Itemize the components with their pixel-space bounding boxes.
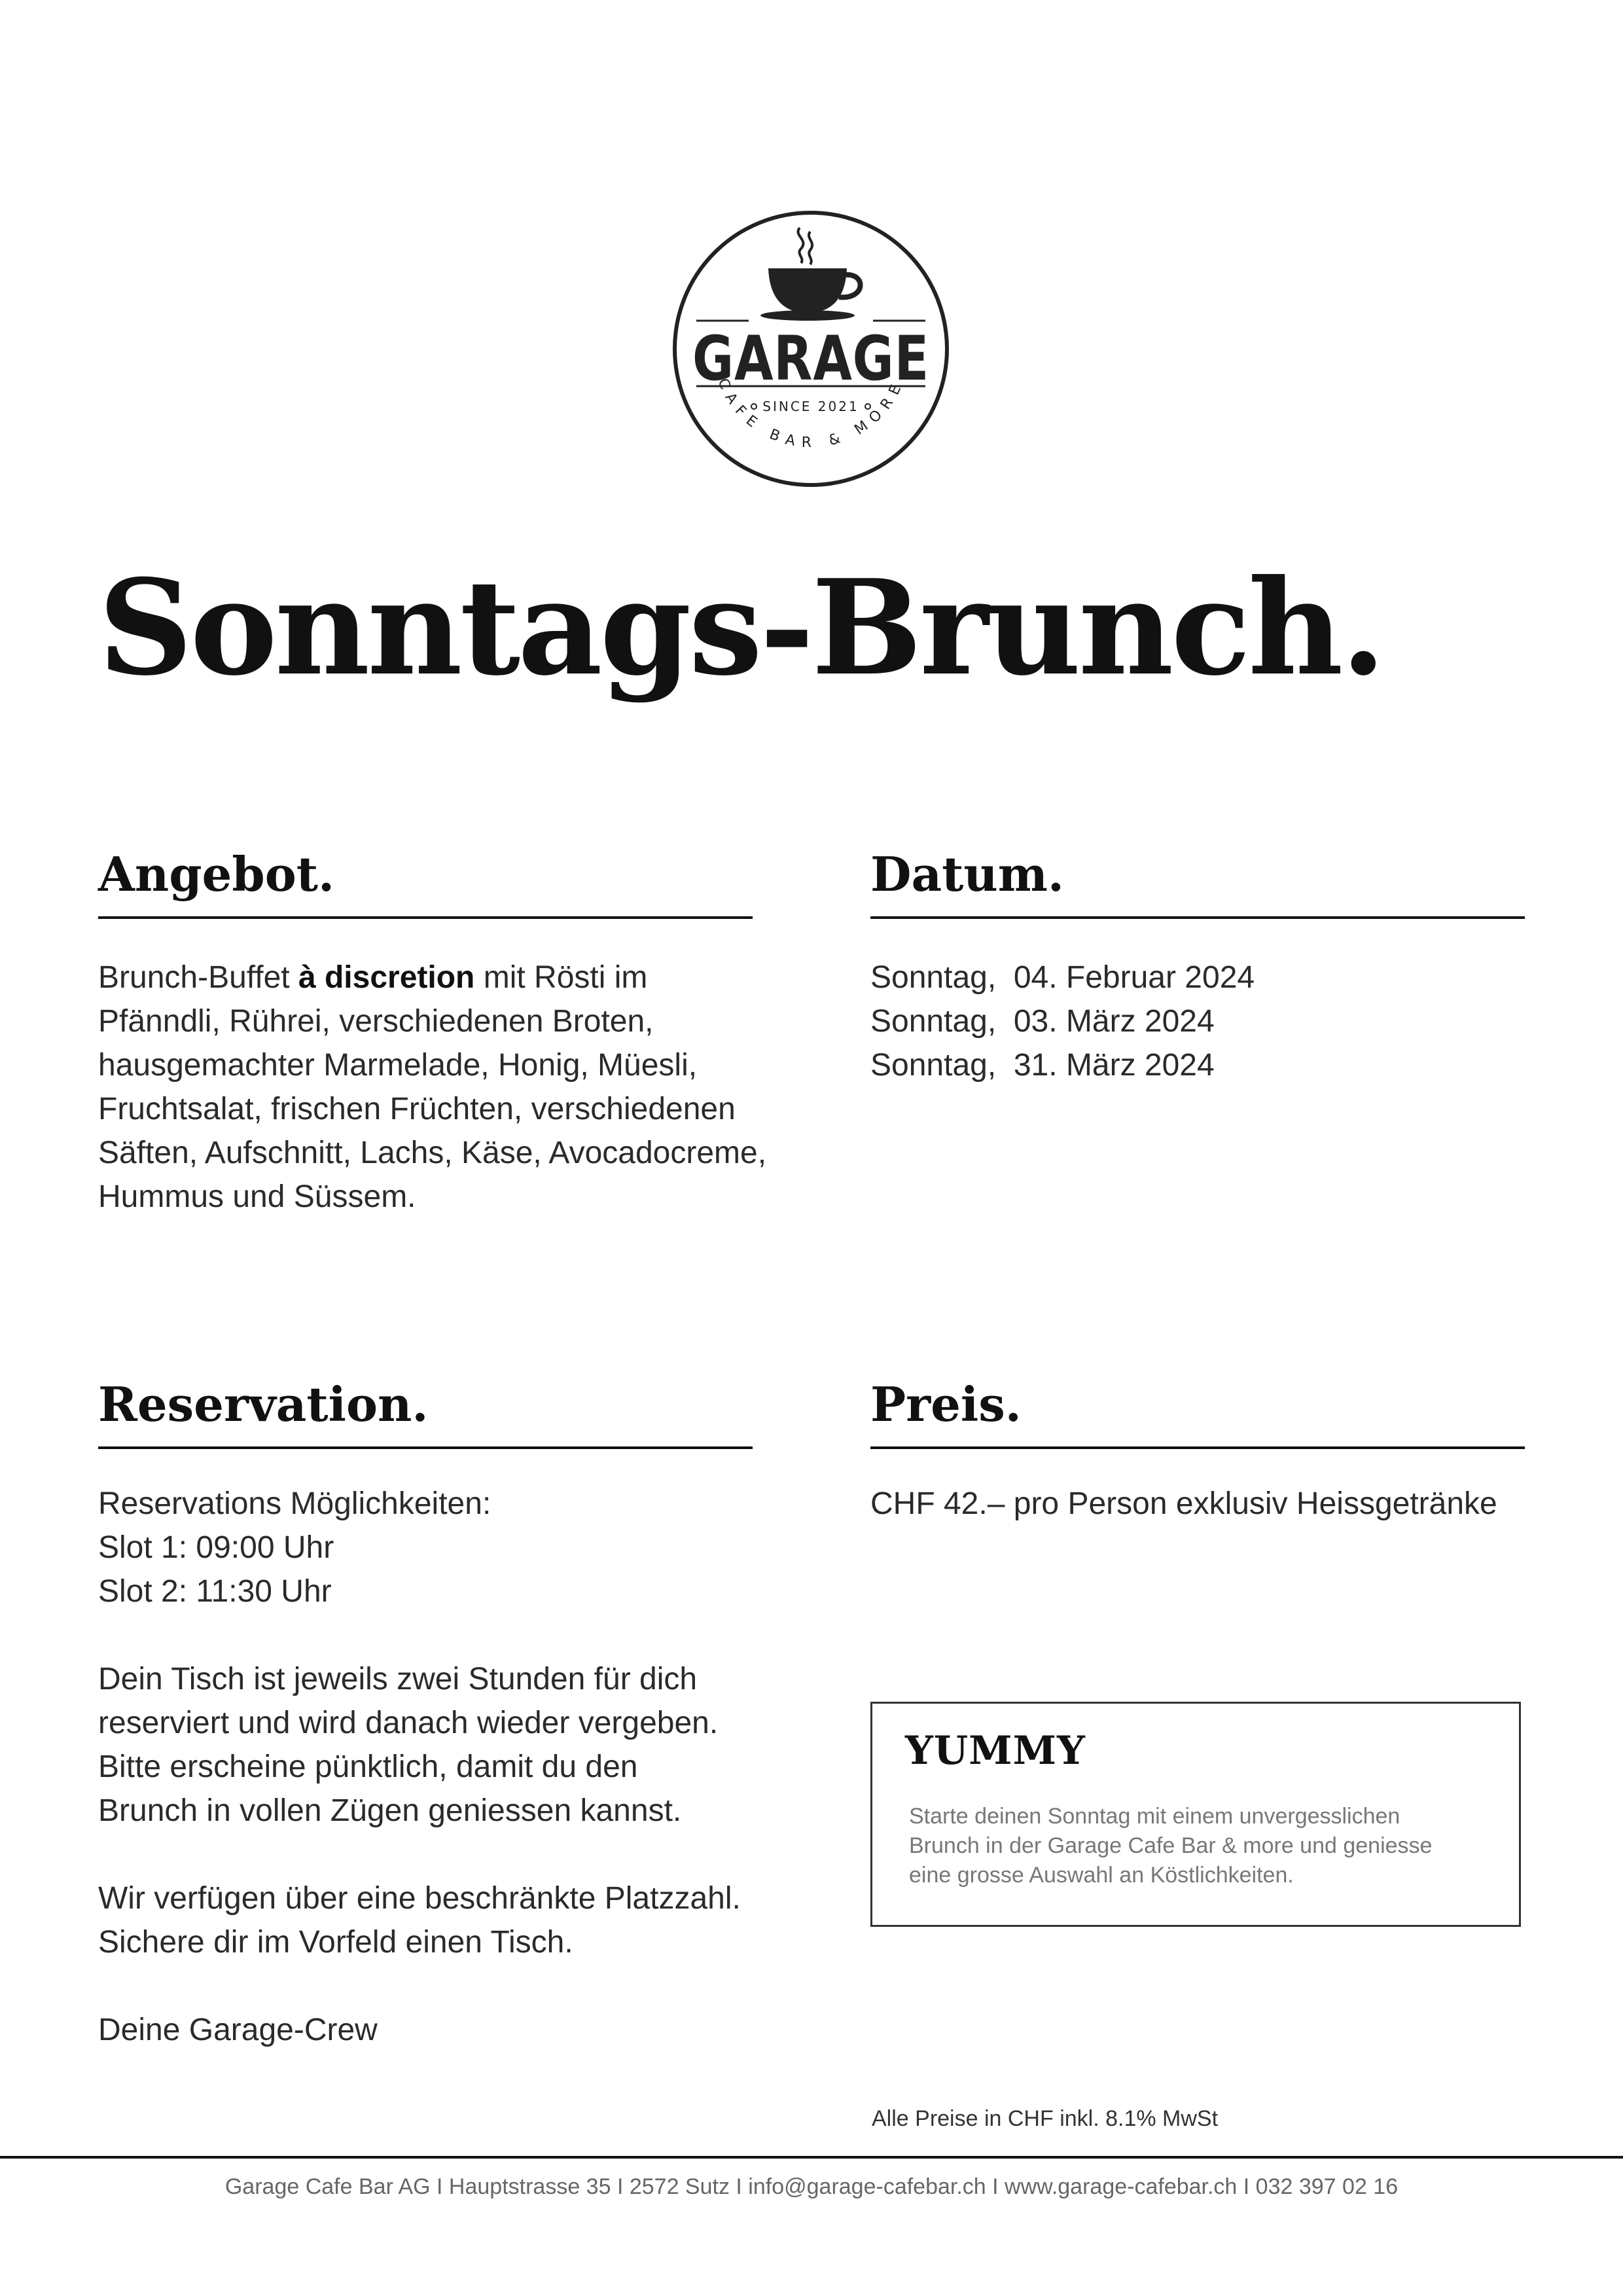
reservation-line: Brunch in vollen Zügen geniessen kannst.: [98, 1793, 682, 1828]
yummy-box: [870, 1702, 1521, 1927]
reservation-line: Slot 1: 09:00 Uhr: [98, 1530, 334, 1565]
yummy-line: eine grosse Auswahl an Köstlichkeiten.: [909, 1863, 1294, 1888]
date-item: Sonntag, 31. März 2024: [870, 1048, 1215, 1083]
angebot-emphasis: à discretion: [298, 960, 475, 995]
yummy-line: Starte deinen Sonntag mit einem unvergesslichen: [909, 1804, 1400, 1829]
reservation-section: [98, 1376, 753, 2052]
angebot-line: Säften, Aufschnitt, Lachs, Käse, Avocadocreme,: [98, 1136, 767, 1170]
yummy-heading: YUMMY: [905, 1728, 1086, 1774]
angebot-text: [98, 956, 767, 1219]
angebot-heading: Angebot.: [98, 846, 335, 902]
angebot-divider: [98, 916, 753, 919]
datum-list: [870, 956, 1525, 1087]
preis-divider: [870, 1446, 1525, 1449]
preis-section: [870, 1376, 1525, 1526]
angebot-line: Brunch-Buffet à discretion mit Rösti im: [98, 960, 648, 995]
reservation-line: Dein Tisch ist jeweils zwei Stunden für dich: [98, 1662, 698, 1696]
footer-contact: Garage Cafe Bar AG I Hauptstrasse 35 I 2572 Sutz I info@garage-cafebar.ch I www.garage-cafebar.ch I 032 397 02 16: [224, 2174, 1399, 2199]
reservation-line: Sichere dir im Vorfeld einen Tisch.: [98, 1925, 573, 1960]
page-title: Sonntags-Brunch.: [98, 551, 1384, 705]
logo-wordmark: GARAGE: [692, 323, 929, 395]
date-item: Sonntag, 04. Februar 2024: [870, 960, 1255, 995]
yummy-line: Brunch in der Garage Cafe Bar & more und geniesse: [909, 1833, 1433, 1858]
angebot-section: [98, 846, 767, 1219]
reservation-line: Slot 2: 11:30 Uhr: [98, 1574, 332, 1609]
angebot-line: Fruchtsalat, frischen Früchten, verschiedenen: [98, 1092, 736, 1126]
datum-section: [870, 846, 1525, 1087]
angebot-line: hausgemachter Marmelade, Honig, Müesli,: [98, 1048, 698, 1083]
preis-heading: Preis.: [870, 1376, 1022, 1432]
logo-since: SINCE 2021: [762, 399, 859, 414]
reservation-line: Reservations Möglichkeiten:: [98, 1486, 491, 1521]
reservation-divider: [98, 1446, 753, 1449]
reservation-text: [98, 1482, 753, 2052]
datum-heading: Datum.: [870, 846, 1064, 902]
logo-tagline: CAFE BAR & MORE: [714, 376, 908, 452]
yummy-text: [909, 1802, 1498, 1890]
date-item: Sonntag, 03. März 2024: [870, 1004, 1215, 1039]
datum-divider: [870, 916, 1525, 919]
garage-logo: [670, 208, 952, 490]
preis-text: [870, 1482, 1525, 1526]
price-line: CHF 42.– pro Person exklusiv Heissgetränke: [870, 1486, 1497, 1521]
prices-note: Alle Preise in CHF inkl. 8.1% MwSt: [872, 2106, 1219, 2131]
reservation-heading: Reservation.: [98, 1376, 429, 1432]
reservation-signoff: Deine Garage-Crew: [98, 2013, 378, 2047]
reservation-line: reserviert und wird danach wieder vergeben.: [98, 1706, 719, 1740]
angebot-line: Hummus und Süssem.: [98, 1179, 416, 1214]
footer-divider: [0, 2156, 1623, 2159]
coffee-cup-icon: [760, 228, 861, 321]
reservation-line: Wir verfügen über eine beschränkte Platzzahl.: [98, 1881, 741, 1916]
reservation-line: Bitte erscheine pünktlich, damit du den: [98, 1749, 638, 1784]
angebot-line: Pfänndli, Rührei, verschiedenen Broten,: [98, 1004, 654, 1039]
